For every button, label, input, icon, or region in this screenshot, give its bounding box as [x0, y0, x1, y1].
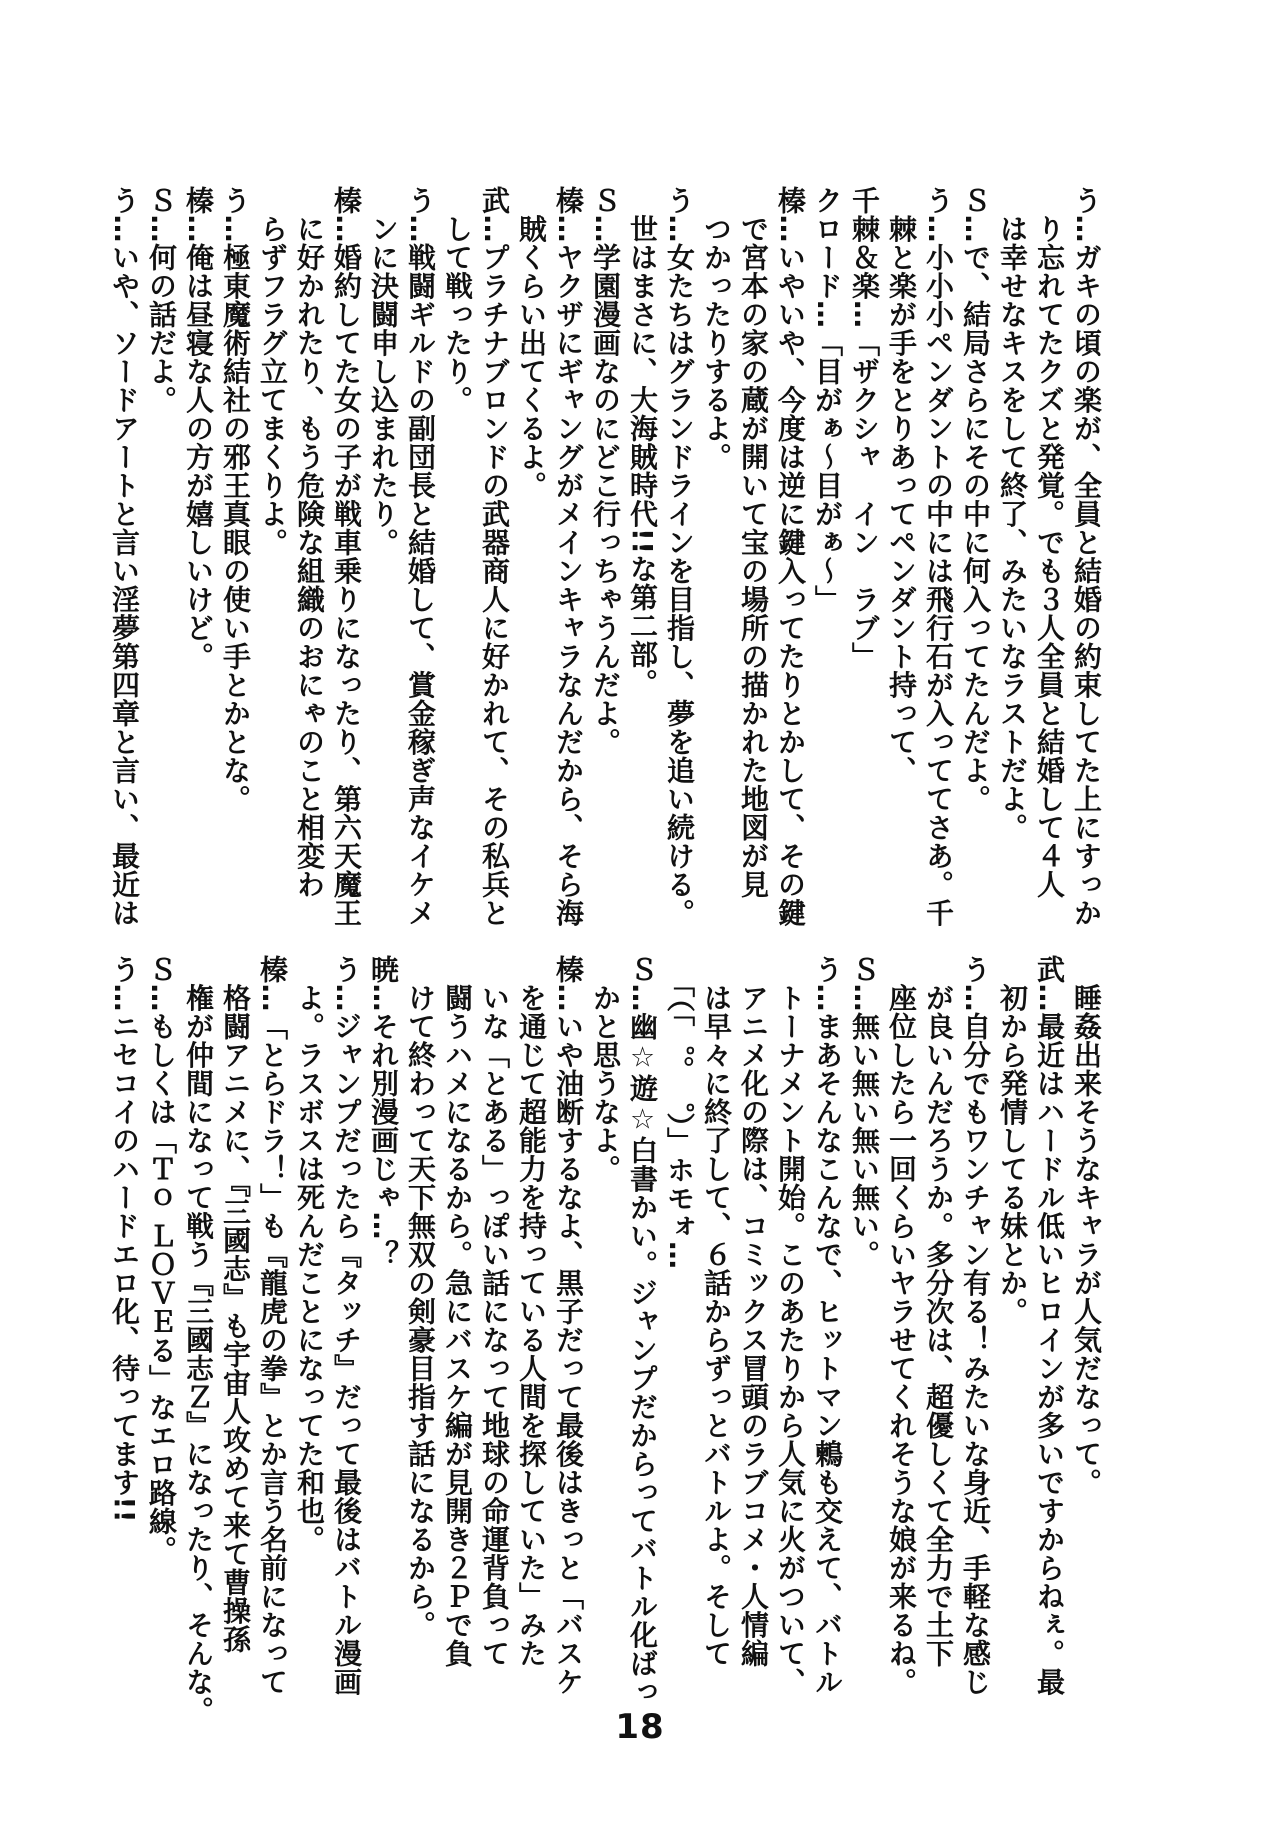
dialogue-line: う…女たちはグランドラインを目指し、夢を追い続ける。	[663, 186, 696, 927]
dialogue-line: は早々に終了して、６話からずっとバトルよ。そして	[700, 955, 733, 1668]
dialogue-line: よ。ラスボスは死んだことになってた和也。	[293, 955, 326, 1554]
dialogue-line: Ｓ…で、結局さらにその中に何入ってたんだよ。	[959, 186, 992, 813]
dialogue-line: 初から発情してる妹とか。	[996, 955, 1029, 1326]
dialogue-line: Ｓ…何の話だよ。	[145, 186, 178, 414]
dialogue-line: 千棘＆楽…「ザクシャ イン ラブ」	[848, 186, 881, 671]
dialogue-line: う…極東魔術結社の邪王真眼の使い手とかとな。	[219, 186, 252, 813]
dialogue-line: 闘うハメになるから。急にバスケ編が見開き２Ｐで負	[441, 955, 474, 1668]
dialogue-line: を通じて超能力を持っている人間を探していた」みた	[515, 955, 548, 1668]
dialogue-line: 榛…いやいや、今度は逆に鍵入ってたりとかして、その鍵	[774, 186, 807, 927]
dialogue-line: ンに決闘申し込まれたり。	[367, 186, 400, 557]
dialogue-line: けて終わって天下無双の剣豪目指す話になるから。	[404, 955, 437, 1639]
dialogue-line: う…自分でもワンチャン有る！みたいな身近、手軽な感じ	[959, 955, 992, 1696]
dialogue-line: 棘と楽が手をとりあってペンダント持って、	[885, 186, 918, 785]
dialogue-line: いな「とある」っぽい話になって地球の命運背負って	[478, 955, 511, 1668]
dialogue-line: に好かれたり、もう危険な組織のおにゃのこと相変わ	[293, 186, 326, 899]
dialogue-line: 格闘アニメに、『三國志』も宇宙人攻めて来て曹操孫	[219, 955, 252, 1654]
dialogue-line: らずフラグ立てまくりよ。	[256, 186, 289, 557]
dialogue-line: り忘れてたクズと発覚。でも３人全員と結婚して４人	[1033, 186, 1066, 899]
dialogue-line: 賊くらい出てくるよ。	[515, 186, 548, 500]
dialogue-line: して戦ったり。	[441, 186, 474, 414]
dialogue-line: Ｓ…幽☆遊☆白書かい。ジャンプだからってバトル化ばっ	[626, 955, 659, 1706]
dialogue-line: う…戦闘ギルドの副団長と結婚して、賞金稼ぎ声なイケメ	[404, 186, 437, 927]
dialogue-line: で宮本の家の蔵が開いて宝の場所の描かれた地図が見	[737, 186, 770, 899]
dialogue-line: Ｓ…無い無い無い無い。	[848, 955, 881, 1269]
dialogue-line: う…ガキの頃の楽が、全員と結婚の約束してた上にすっか	[1070, 186, 1103, 927]
dialogue-line: 榛…ヤクザにギャングがメインキャラなんだから、そら海	[552, 186, 585, 927]
upper-text-block	[108, 186, 1105, 927]
dialogue-line: 榛…俺は昼寝な人の方が嬉しいけど。	[182, 186, 215, 671]
dialogue-line: トーナメント開始。このあたりから人気に火がついて、	[774, 955, 807, 1696]
dialogue-line: 権が仲間になって戦う『三國志Ｚ』になったり、そんな。	[182, 955, 215, 1725]
dialogue-line: 榛…いや油断するなよ、黒子だって最後はきっと「バスケ	[552, 955, 585, 1696]
dialogue-line: は幸せなキスをして終了、みたいなラストだよ。	[996, 186, 1029, 842]
dialogue-line: 暁…それ別漫画じゃ…？	[367, 955, 400, 1269]
dialogue-line: つかったりするよ。	[700, 186, 733, 471]
dialogue-line: 榛…「とらドラ！」も『龍虎の拳』とか言う名前になって	[256, 955, 289, 1696]
dialogue-line: 榛…婚約してた女の子が戦車乗りになったり、第六天魔王	[330, 186, 363, 927]
dialogue-line: アニメ化の際は、コミックス冒頭のラブコメ・人情編	[737, 955, 770, 1668]
dialogue-line: 武…プラチナブロンドの武器商人に好かれて、その私兵と	[478, 186, 511, 927]
dialogue-line: 座位したら一回くらいヤラせてくれそうな娘が来るね。	[885, 955, 918, 1696]
dialogue-line: う…まあそんなこんなで、ヒットマン鶫も交えて、バトル	[811, 955, 844, 1696]
dialogue-line: 武…最近はハードル低いヒロインが多いですからねぇ。最	[1033, 955, 1066, 1696]
dialogue-line: う…ニセコイのハードエロ化、待ってます!!	[108, 955, 141, 1524]
dialogue-line: 「（「゜。゜）」ホモォ…	[663, 955, 696, 1270]
dialogue-line: 睡姦出来そうなキャラが人気だなって。	[1070, 955, 1103, 1497]
dialogue-line: かと思うなよ。	[589, 955, 622, 1183]
dialogue-line: Ｓ…学園漫画なのにどこ行っちゃうんだよ。	[589, 186, 622, 756]
lower-text-block	[108, 955, 1105, 1725]
dialogue-line: う…小小小ペンダントの中には飛行石が入っててさあ。千	[922, 186, 955, 927]
dialogue-line: う…いや、ソードアートと言い淫夢第四章と言い、最近は	[108, 186, 141, 927]
page-number: 18	[615, 1707, 665, 1747]
dialogue-line: 世はまさに、大海賊時代!!な第二部。	[626, 186, 659, 698]
dialogue-line: う…ジャンプだったら『タッチ』だって最後はバトル漫画	[330, 955, 363, 1696]
dialogue-line: が良いんだろうか。多分次は、超優しくて全力で土下	[922, 955, 955, 1668]
dialogue-line: クロード…「目がぁ～目がぁ～」	[811, 186, 844, 614]
dialogue-line: Ｓ…もしくは「Ｔｏ ＬＯＶＥる」なエロ路線。	[145, 955, 178, 1564]
